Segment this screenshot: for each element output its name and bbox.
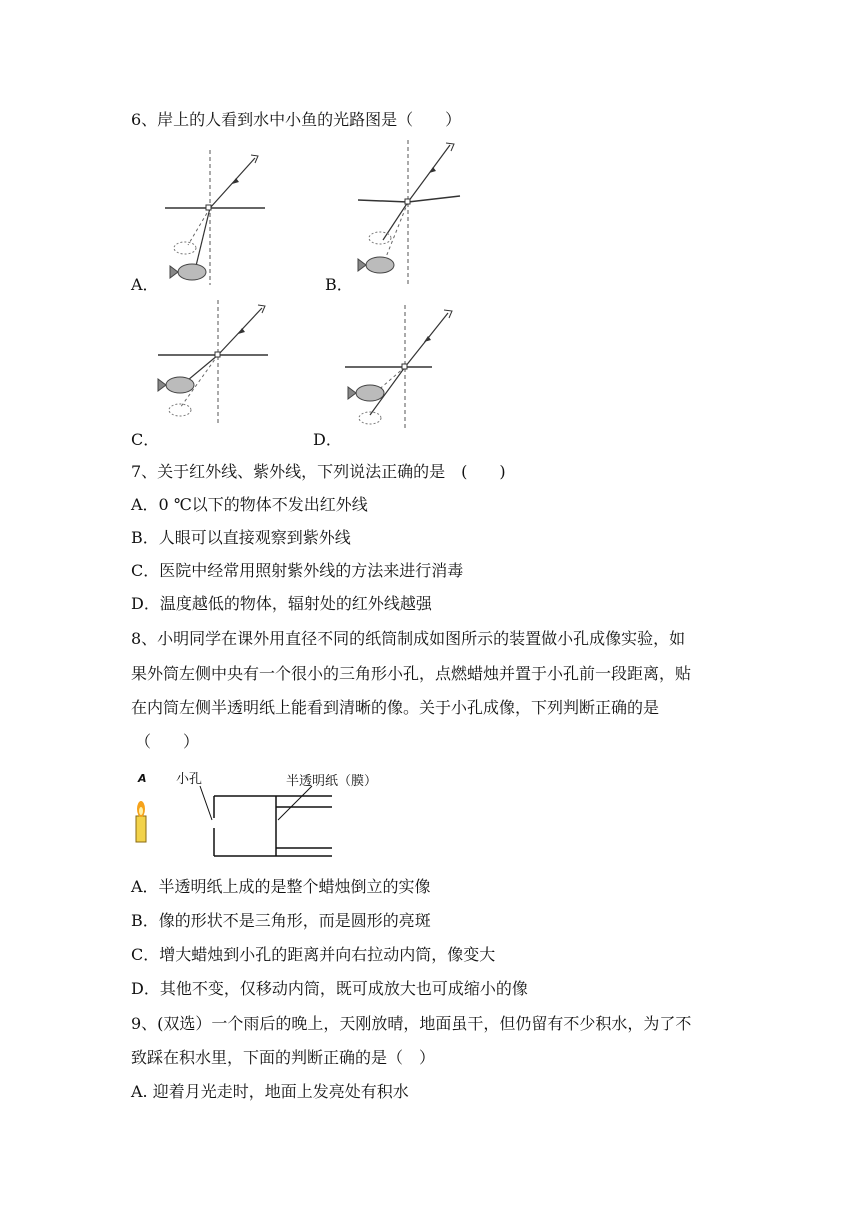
q8-stem-line-3: 在内筒左侧半透明纸上能看到清晰的像。关于小孔成像，下列判断正确的是 xyxy=(131,698,660,717)
q6-stem: 6、岸上的人看到水中小鱼的光路图是（ ） xyxy=(131,110,462,129)
q7-option-a: A．0 ℃以下的物体不发出红外线 xyxy=(131,495,368,514)
q6-figure-c xyxy=(150,300,280,430)
q8-figure-pinhole xyxy=(130,768,390,862)
q9-stem-line-1: 9、(双选）一个雨后的晚上，天刚放晴，地面虽干，但仍留有不少积水，为了不 xyxy=(131,1014,692,1033)
q6-figure-d xyxy=(340,305,470,435)
q8-option-b: B．像的形状不是三角形，而是圆形的亮斑 xyxy=(131,911,431,930)
q7-option-b: B．人眼可以直接观察到紫外线 xyxy=(131,528,351,547)
q6-option-b: B． xyxy=(325,275,353,294)
q8-option-a: A．半透明纸上成的是整个蜡烛倒立的实像 xyxy=(131,877,431,896)
q6-option-d: D． xyxy=(313,430,342,449)
q7-option-d: D．温度越低的物体，辐射处的红外线越强 xyxy=(131,594,432,613)
q7-option-c: C．医院中经常用照射紫外线的方法来进行消毒 xyxy=(131,561,464,580)
q8-figure-letter: A xyxy=(138,772,147,785)
q7-stem: 7、关于红外线、紫外线，下列说法正确的是 ( ) xyxy=(131,462,506,481)
q6-figure-a xyxy=(150,150,280,290)
q8-option-d: D．其他不变，仅移动内筒，既可成放大也可成缩小的像 xyxy=(131,979,528,998)
q6-figure-b xyxy=(350,140,480,290)
q8-label-paper: 半透明纸（膜） xyxy=(286,774,378,789)
q8-stem-line-4: （ ） xyxy=(135,732,200,751)
q9-stem-line-2: 致踩在积水里，下面的判断正确的是（ ） xyxy=(131,1048,436,1067)
q6-option-a: A． xyxy=(131,275,159,294)
q8-option-c: C．增大蜡烛到小孔的距离并向右拉动内筒，像变大 xyxy=(131,945,496,964)
q8-stem-line-1: 8、小明同学在课外用直径不同的纸筒制成如图所示的装置做小孔成像实验，如 xyxy=(131,629,686,648)
q6-option-c: C． xyxy=(131,430,160,449)
q8-stem-line-2: 果外筒左侧中央有一个很小的三角形小孔，点燃蜡烛并置于小孔前一段距离，贴 xyxy=(131,664,692,683)
q9-option-a: A. 迎着月光走时，地面上发亮处有积水 xyxy=(131,1082,409,1101)
q8-label-hole: 小孔 xyxy=(176,772,203,787)
